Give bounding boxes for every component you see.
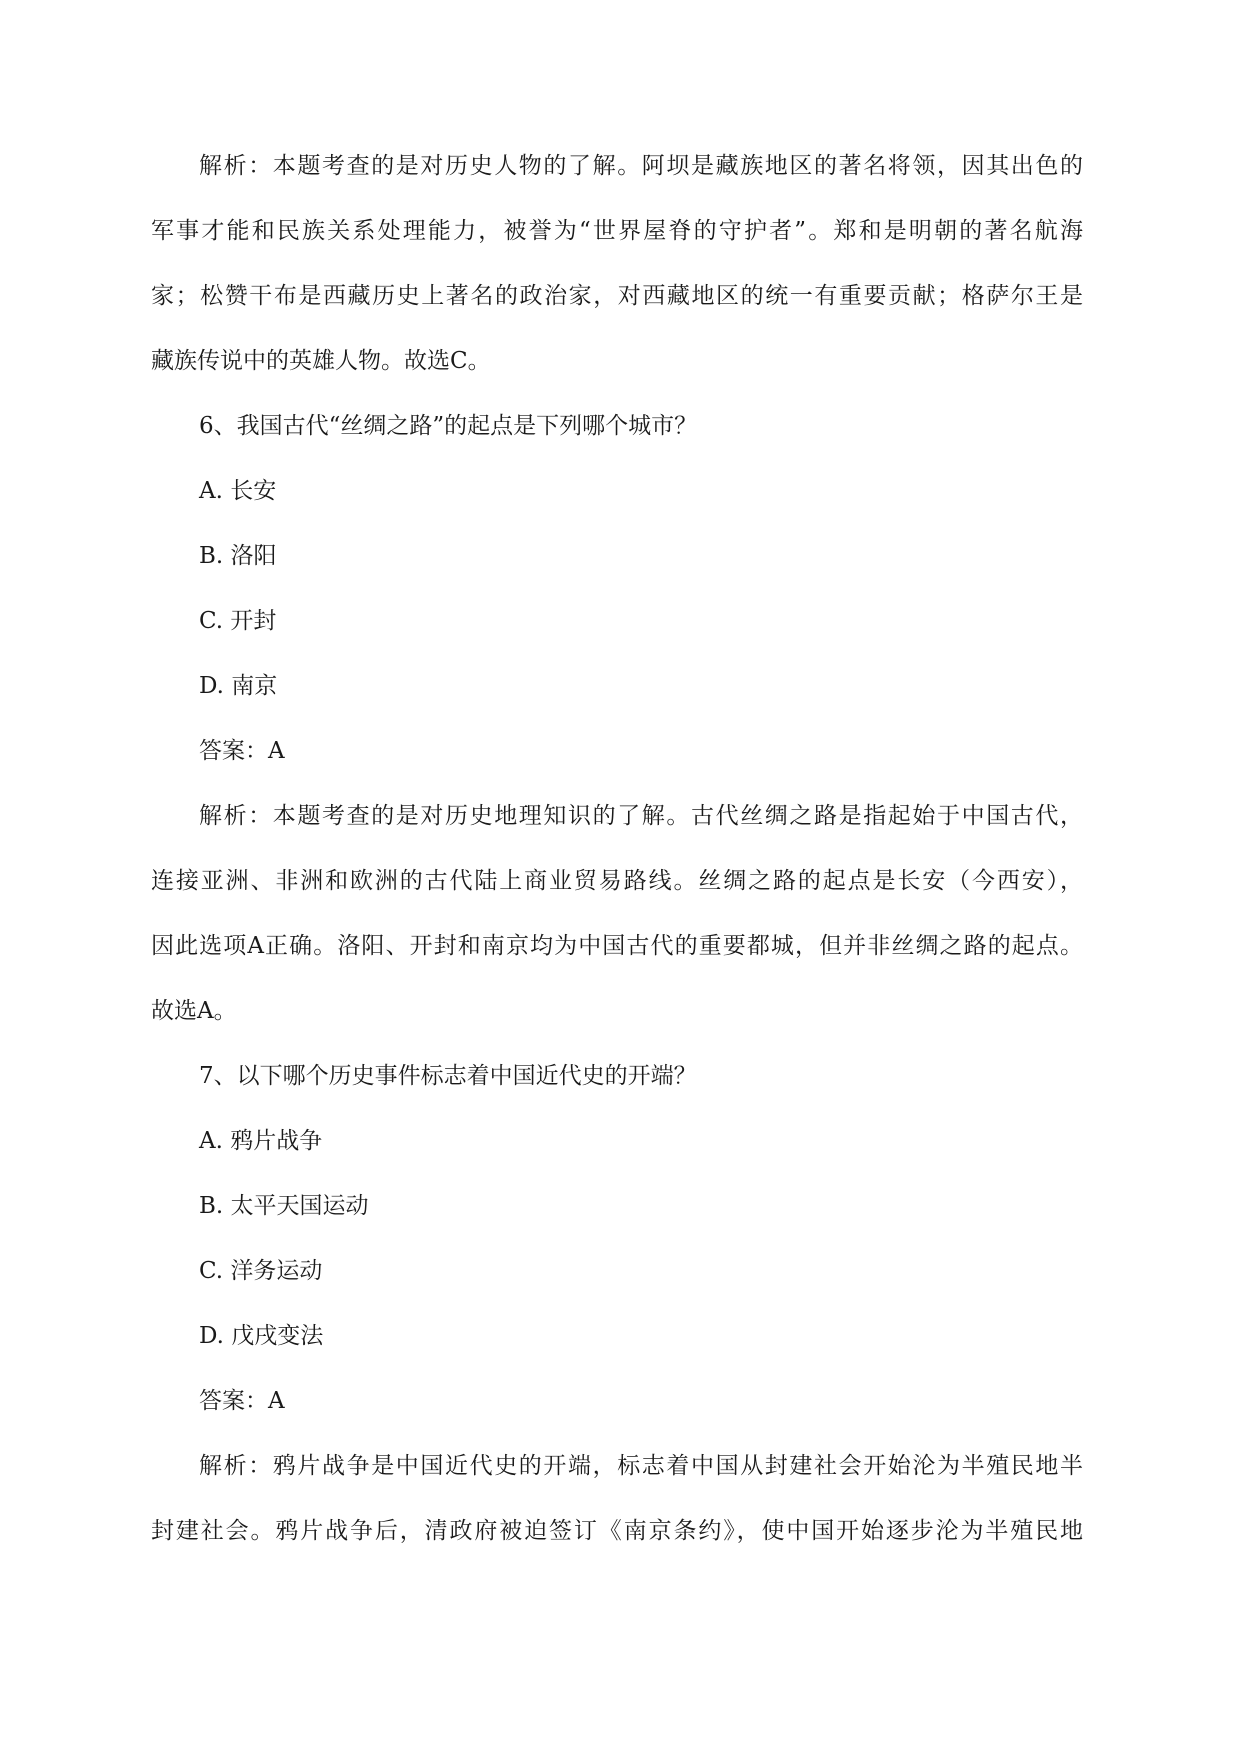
q6-explanation-line-1: 解析：本题考查的是对历史地理知识的了解。古代丝绸之路是指起始于中国古代， (199, 803, 1083, 829)
q6-explanation-line-3: 因此选项A正确。洛阳、开封和南京均为中国古代的重要都城，但并非丝绸之路的起点。 (151, 933, 1083, 959)
q6-option-d: D. 南京 (199, 673, 278, 699)
q6-answer: 答案：A (199, 738, 285, 764)
q7-option-b: B. 太平天国运动 (199, 1193, 369, 1219)
q5-explanation-line-2: 军事才能和民族关系处理能力，被誉为“世界屋脊的守护者”。郑和是明朝的著名航海 (151, 218, 1083, 244)
q6-explanation-line-4: 故选A。 (151, 998, 237, 1024)
q5-explanation-line-3: 家；松赞干布是西藏历史上著名的政治家，对西藏地区的统一有重要贡献；格萨尔王是 (151, 283, 1083, 309)
q6-explanation-line-2: 连接亚洲、非洲和欧洲的古代陆上商业贸易路线。丝绸之路的起点是长安（今西安）， (151, 868, 1083, 894)
q7-answer: 答案：A (199, 1388, 285, 1414)
q6-option-a: A. 长安 (199, 478, 277, 504)
q6-option-c: C. 开封 (199, 608, 277, 634)
q7-question: 7、以下哪个历史事件标志着中国近代史的开端？ (199, 1063, 697, 1089)
q7-option-a: A. 鸦片战争 (199, 1128, 323, 1154)
q7-explanation-line-2: 封建社会。鸦片战争后，清政府被迫签订《南京条约》，使中国开始逐步沦为半殖民地 (151, 1518, 1083, 1544)
q5-explanation-line-1: 解析：本题考查的是对历史人物的了解。阿坝是藏族地区的著名将领，因其出色的 (199, 153, 1083, 179)
q7-explanation-line-1: 解析：鸦片战争是中国近代史的开端，标志着中国从封建社会开始沦为半殖民地半 (199, 1453, 1083, 1479)
q7-option-d: D. 戊戌变法 (199, 1323, 324, 1349)
q6-question: 6、我国古代“丝绸之路”的起点是下列哪个城市？ (199, 413, 698, 439)
q5-explanation-line-4: 藏族传说中的英雄人物。故选C。 (151, 348, 491, 374)
q6-option-b: B. 洛阳 (199, 543, 277, 569)
q7-option-c: C. 洋务运动 (199, 1258, 323, 1284)
